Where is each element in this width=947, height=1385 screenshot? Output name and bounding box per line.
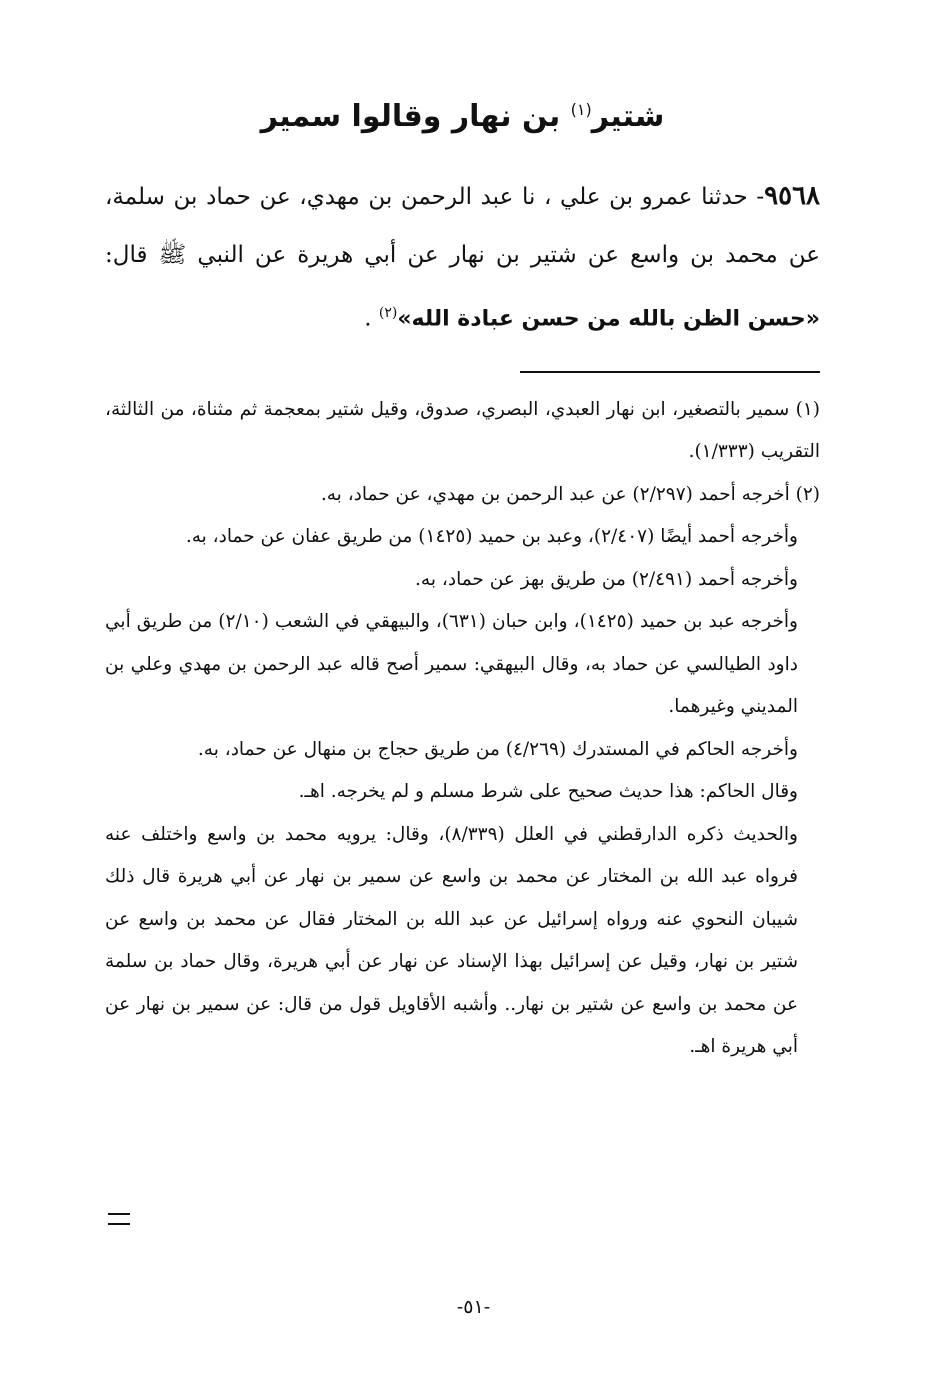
footnotes bbox=[105, 389, 820, 1069]
footnote-1: (١) سمير بالتصغير، ابن نهار العبدي، البصري، صدوق، وقيل شتير بمعجمة ثم مثناة، من الثالثة، التقريب (١/٣٣٣). bbox=[105, 398, 820, 463]
section-end-mark bbox=[108, 1213, 130, 1225]
footnote-2-para: والحديث ذكره الدارقطني في العلل (٨/٣٣٩)، وقال: يرويه محمد بن واسع واختلف عنه فرواه عبد الله بن المختار عن محمد بن واسع عن سمير بن نهار عن أبي هريرة قال ذلك شيبان النحوي عنه ورواه إسرائيل عن عبد الله بن المختار فقال عن محمد بن واسع عن شتير بن نهار، وقيل عن إسرائيل بهذا الإسناد عن نهار عن أبي هريرة، وقال حماد بن سلمة عن محمد بن واسع عن شتير بن نهار.. وأشبه الأقاويل قول من قال: عن سمير بن نهار عن أبي هريرة اهـ. bbox=[105, 823, 798, 1058]
hadith-matn: «حسن الظن بالله من حسن عبادة الله» bbox=[397, 306, 820, 332]
footnote-separator bbox=[520, 371, 820, 373]
footnote-2-para: وقال الحاكم: هذا حديث صحيح على شرط مسلم و لم يخرجه. اهـ. bbox=[298, 781, 798, 803]
footnote-2: (٢) أخرجه أحمد (٢/٢٩٧) عن عبد الرحمن بن مهدي، عن حماد، به. bbox=[320, 483, 820, 505]
page-content bbox=[105, 80, 820, 1069]
title-footnote-ref[interactable]: (١) bbox=[570, 100, 592, 119]
hadith-isnad: - حدثنا عمرو بن علي ، نا عبد الرحمن بن مهدي، عن حماد بن سلمة، عن محمد بن واسع عن شتير بن نهار عن أبي هريرة عن النبي ﷺ قال: bbox=[105, 184, 820, 268]
footnote-2-para: وأخرجه أحمد (٢/٤٩١) من طريق بهز عن حماد، به. bbox=[415, 568, 798, 590]
title-name: شتير bbox=[591, 99, 665, 134]
footnote-2-para: وأخرجه الحاكم في المستدرك (٤/٢٦٩) من طريق حجاج بن منهال عن حماد، به. bbox=[197, 738, 798, 760]
footnote-2-para: وأخرجه عبد بن حميد (١٤٢٥)، وابن حبان (٦٣١)، والبيهقي في الشعب (٢/١٠) من طريق أبي داود الطيالسي عن حماد به، وقال البيهقي: سمير أصح قاله عبد الرحمن بن مهدي وعلي بن المديني وغيرهما. bbox=[105, 611, 798, 718]
hadith-text bbox=[105, 167, 820, 349]
hadith-end: . bbox=[364, 305, 379, 332]
footnote-2-para: وأخرجه أحمد أيضًا (٢/٤٠٧)، وعبد بن حميد (١٤٢٥) من طريق عفان عن حماد، به. bbox=[185, 526, 798, 548]
title-rest: بن نهار وقالوا سمير bbox=[260, 99, 571, 134]
hadith-number: ٩٥٦٨ bbox=[764, 181, 820, 211]
page-title bbox=[105, 80, 820, 147]
hadith-footnote-ref[interactable]: (٢) bbox=[378, 305, 398, 321]
page-number: -٥١- bbox=[456, 1296, 491, 1318]
